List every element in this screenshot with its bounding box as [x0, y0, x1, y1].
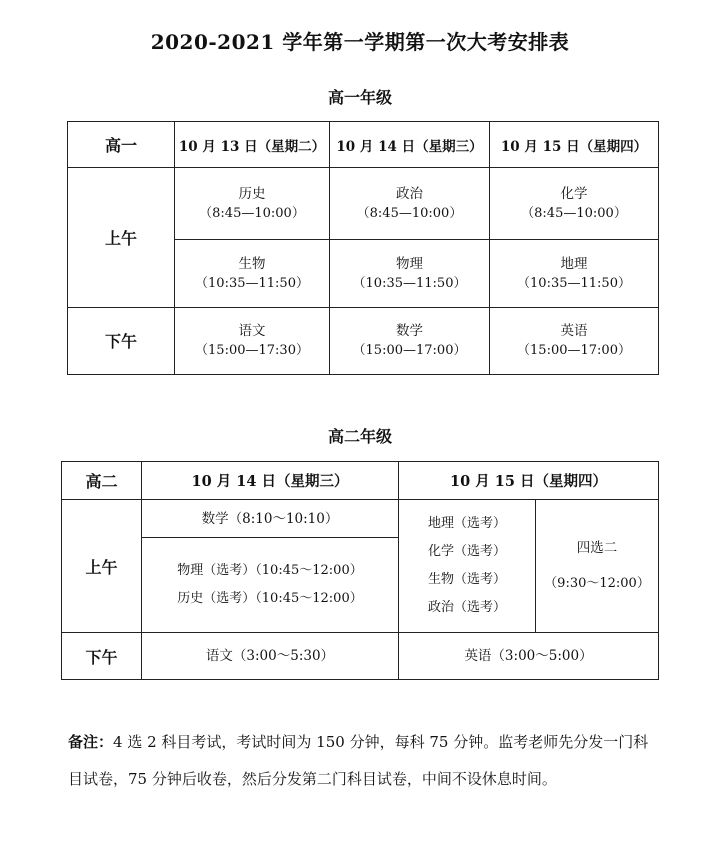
exam-cell: [490, 307, 659, 374]
grade2-heading: 高二年级: [327, 427, 392, 446]
afternoon-label: 下午: [62, 633, 142, 680]
choose-two-time: （9:30～12:00）: [544, 576, 650, 591]
table-header-row: [68, 122, 659, 168]
grade1-heading: 高一年级: [327, 88, 392, 107]
exam-time: （8:45—10:00）: [199, 205, 305, 221]
exam-subject: 语文: [238, 322, 266, 339]
exam-subject: 地理: [560, 255, 588, 272]
morning-label: 上午: [62, 500, 142, 633]
exam-time: （8:45—10:00）: [521, 205, 627, 221]
remarks-text: 4 选 2 科目考试，考试时间为 150 分钟，每科 75 分钟。监考老师先分发一门科目试卷，75 分钟后收卷，然后分发第二门科目试卷，中间不设休息时间。: [68, 733, 649, 788]
exam-cell: 英语（3:00～5:00）: [399, 633, 659, 680]
exam-time: （10:35—11:50）: [517, 275, 631, 291]
exam-cell: [142, 538, 399, 633]
grade1-corner-cell: 高一: [68, 122, 175, 168]
choose-two-cell: [536, 500, 659, 633]
exam-subject: 历史: [238, 185, 266, 202]
exam-cell: [330, 240, 490, 307]
exam-time: （10:35—11:50）: [352, 275, 467, 291]
day-header: 10 月 15 日（星期四）: [490, 122, 659, 168]
day-header: 10 月 14 日（星期三）: [142, 462, 399, 500]
table-row: [68, 168, 659, 240]
exam-cell: [330, 307, 490, 374]
exam-subject: 化学: [560, 185, 588, 202]
exam-subject: 数学: [396, 322, 423, 339]
exam-cell: [490, 240, 659, 307]
afternoon-label: 下午: [68, 307, 175, 374]
exam-subject: 生物: [238, 255, 266, 272]
elective-item: 政治（选考）: [427, 600, 506, 615]
exam-cell: [490, 168, 659, 240]
table-row: [68, 307, 659, 374]
exam-time: （15:00—17:00）: [352, 342, 467, 358]
exam-subject: 物理: [396, 255, 423, 272]
exam-time: （10:35—11:50）: [195, 275, 309, 291]
table-row: [62, 633, 659, 680]
choose-two-label: 四选二: [576, 540, 618, 556]
grade1-schedule-table: [67, 121, 659, 375]
exam-cell: [175, 240, 330, 307]
exam-time: （15:00—17:30）: [195, 342, 309, 358]
morning-label: 上午: [68, 168, 175, 308]
day-header: 10 月 14 日（星期三）: [330, 122, 490, 168]
grade2-corner-cell: 高二: [62, 462, 142, 500]
exam-cell: [330, 168, 490, 240]
day-header: 10 月 15 日（星期四）: [399, 462, 659, 500]
table-row: [62, 500, 659, 538]
elective-item: 化学（选考）: [427, 544, 506, 559]
exam-cell: 语文（3:00～5:30）: [142, 633, 399, 680]
page-title: 2020-2021 学年第一学期第一次大考安排表: [150, 30, 570, 54]
elective-list-cell: [399, 500, 536, 633]
elective-item: 历史（选考）（10:45～12:00）: [177, 591, 363, 606]
remarks: [68, 724, 658, 798]
elective-item: 地理（选考）: [427, 516, 506, 531]
day-header: 10 月 13 日（星期二）: [175, 122, 330, 168]
exam-time: （8:45—10:00）: [356, 205, 463, 221]
exam-subject: 政治: [396, 185, 423, 202]
exam-cell: [175, 307, 330, 374]
exam-subject: 英语: [560, 322, 588, 339]
exam-cell: 数学（8:10～10:10）: [142, 500, 399, 538]
table-header-row: [62, 462, 659, 500]
remarks-label: 备注：: [68, 733, 114, 751]
exam-cell: [175, 168, 330, 240]
exam-time: （15:00—17:00）: [517, 342, 631, 358]
elective-item: 生物（选考）: [427, 572, 506, 587]
elective-item: 物理（选考）（10:45～12:00）: [177, 563, 363, 578]
grade2-schedule-table: [61, 461, 659, 680]
